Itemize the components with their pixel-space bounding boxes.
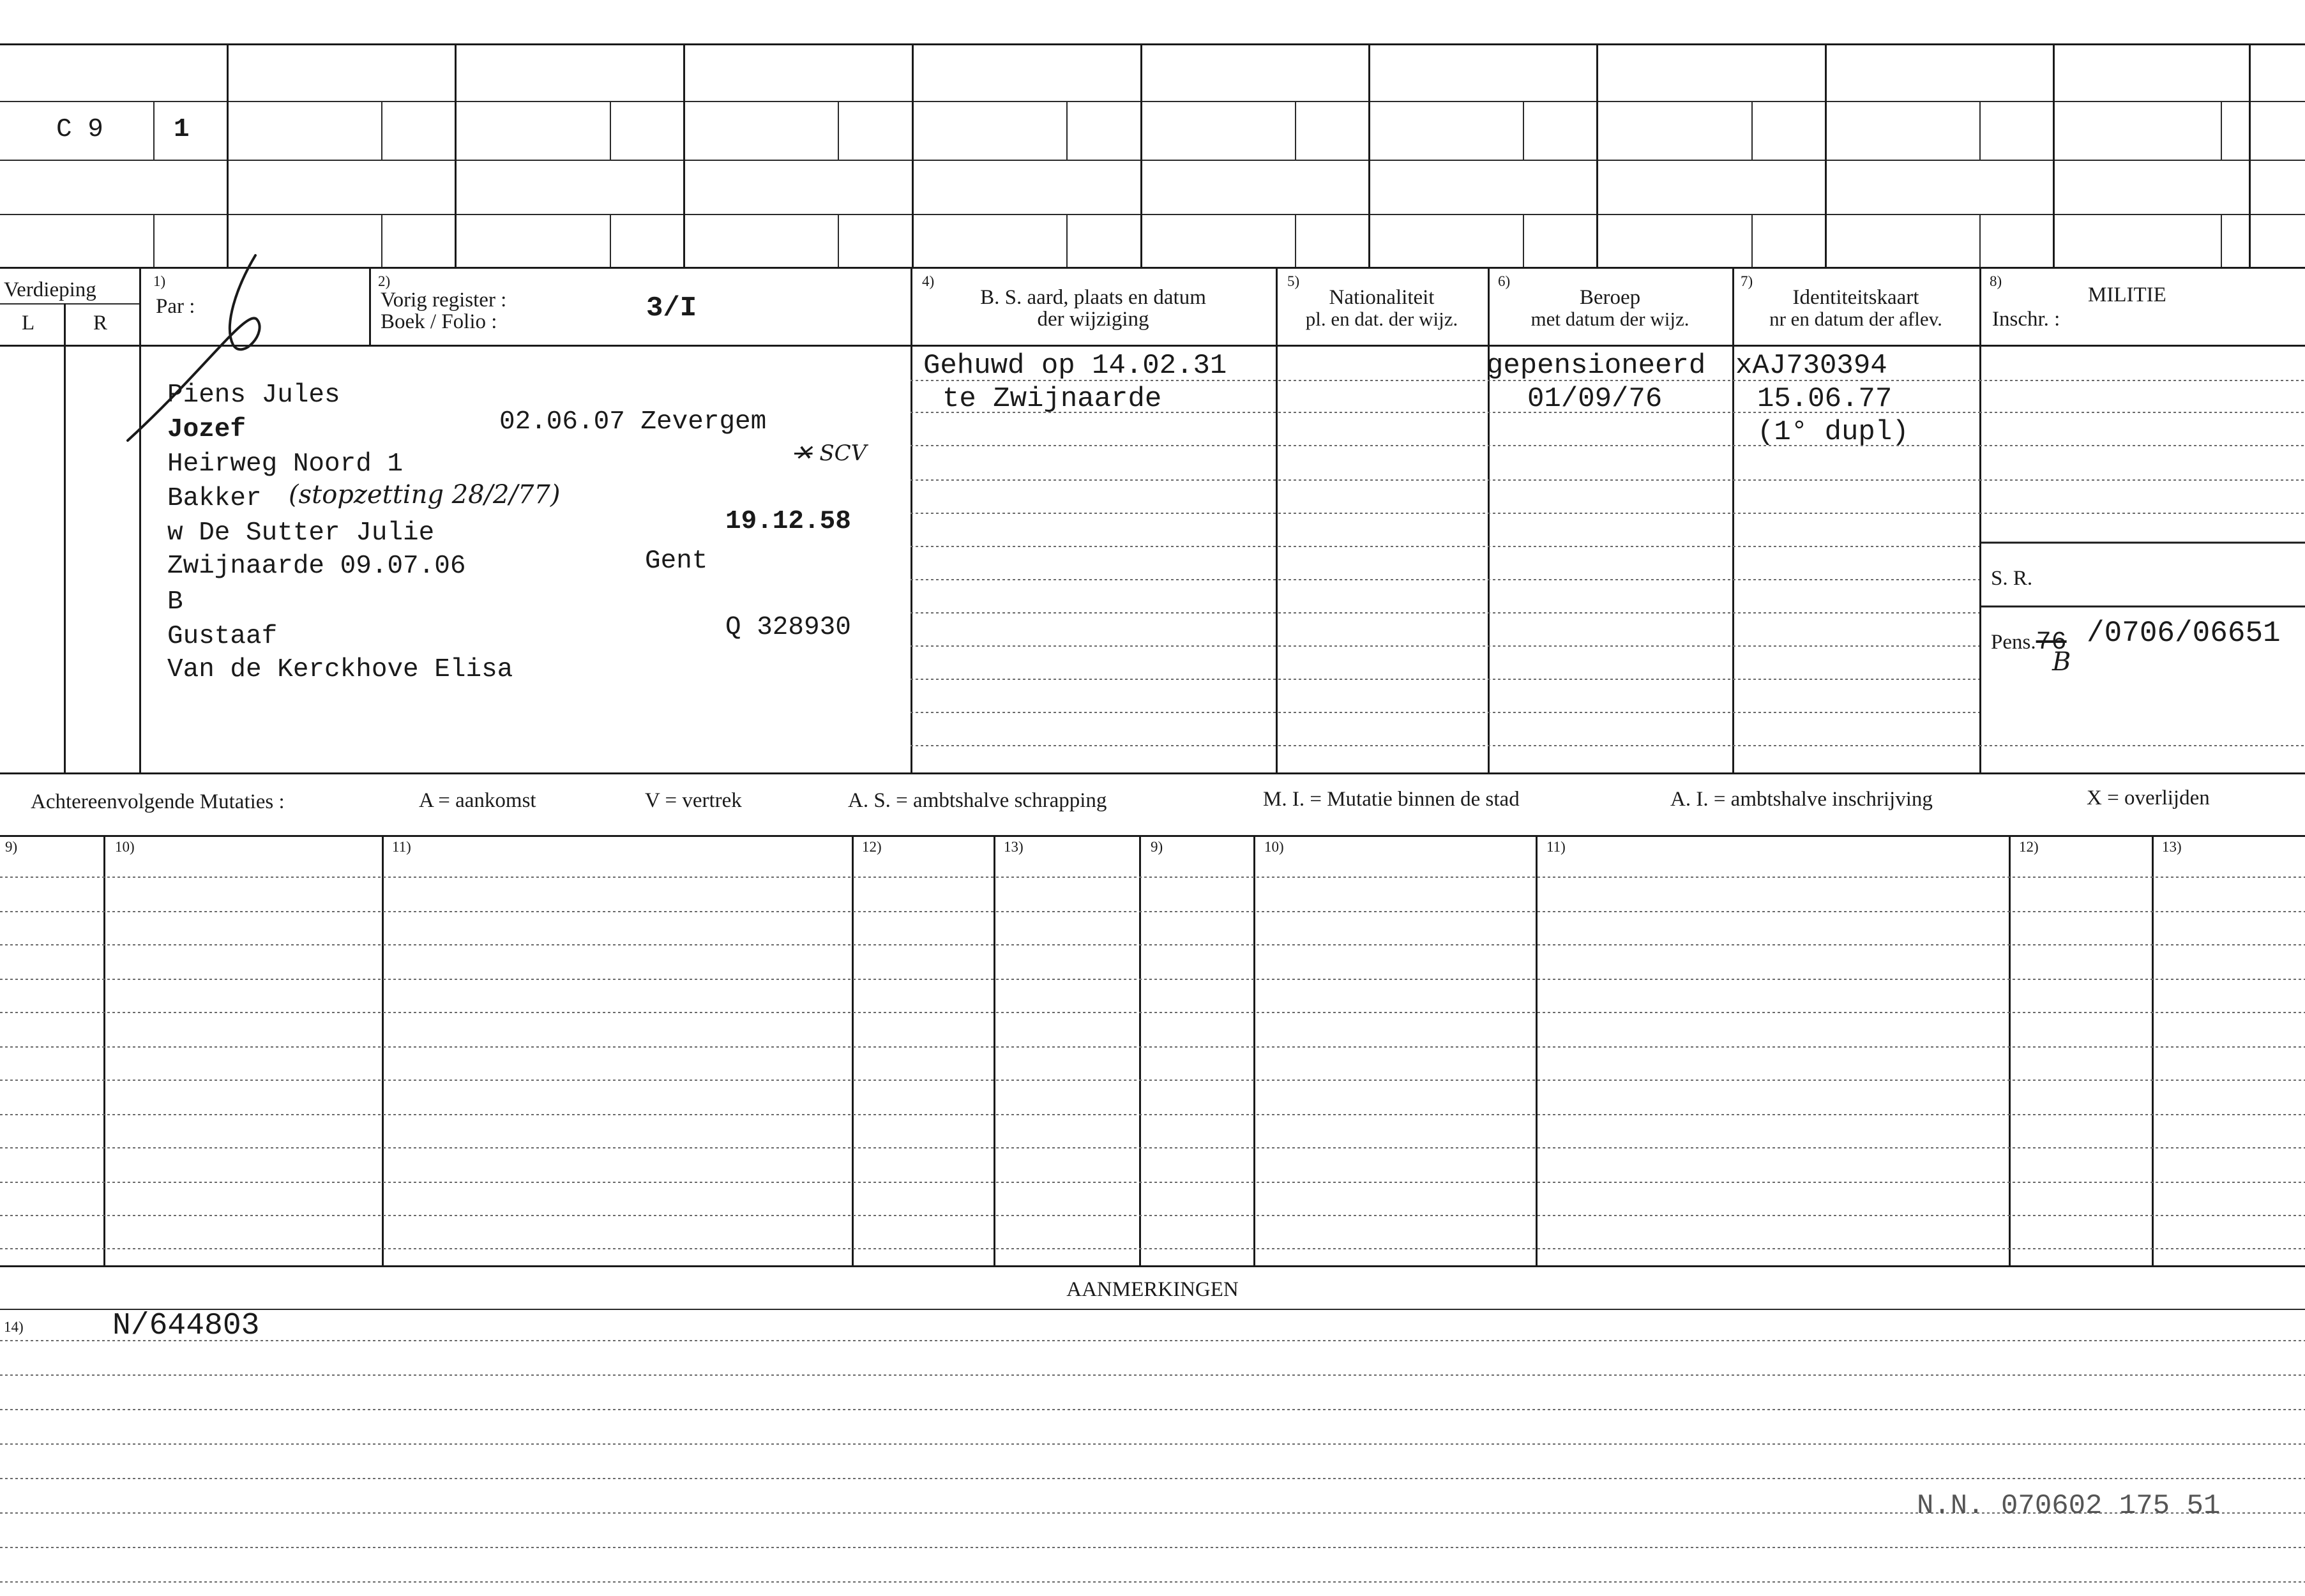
nationaliteit-header-line2: pl. en dat. der wijz. [1305, 308, 1458, 330]
occupation-note: (stopzetting 28/2/77) [289, 480, 561, 509]
aanmerkingen-title: AANMERKINGEN [1066, 1278, 1239, 1301]
pens-struck: 76 [2036, 628, 2067, 657]
bs-header-line1: B. S. aard, plaats en datum [980, 286, 1206, 309]
grid-line [1295, 101, 1296, 160]
code-q: Q 328930 [725, 613, 851, 642]
person-b: B [167, 587, 183, 617]
bs-header-line2: der wijziging [1037, 308, 1149, 331]
bs-entry: te Zwijnaarde [942, 383, 1162, 415]
grid-line [1066, 101, 1068, 160]
grid-line [1825, 43, 1827, 267]
marriage-date: 19.12.58 [725, 507, 851, 536]
person-address: Heirweg Noord 1 [167, 449, 404, 479]
scv-mark [794, 440, 866, 466]
beroep-header-line2: met datum der wijz. [1530, 308, 1689, 330]
aanmerkingen-number: 14) [4, 1319, 24, 1335]
par-number: 1) [153, 273, 166, 289]
grid-line [381, 214, 382, 267]
identiteitskaart-header-line2: nr en datum der aflev. [1769, 308, 1942, 330]
grid-line [0, 160, 2305, 161]
grid-line [2221, 214, 2222, 267]
bs-entry: Gehuwd op 14.02.31 [923, 350, 1227, 382]
grid-line [0, 214, 2305, 215]
person-name: Piens Jules [167, 380, 340, 410]
father-name: Gustaaf [167, 622, 278, 651]
mutaties-col-number: 10) [115, 839, 135, 855]
grid-line [1979, 101, 1981, 160]
person-occupation: Bakker [167, 484, 262, 513]
grid-line [1295, 214, 1296, 267]
mutaties-title: Achtereenvolgende Mutaties : [31, 790, 285, 813]
mutaties-col-number: 9) [5, 839, 18, 855]
militie-ruled-lines [1979, 345, 2305, 772]
spouse-city: Gent [645, 546, 708, 576]
vorig-register-number: 2) [378, 273, 391, 289]
grid-line [0, 267, 2305, 269]
verdieping-label: Verdieping [4, 278, 96, 301]
pens-value: /0706/06651 [2087, 617, 2281, 650]
grid-line [1596, 43, 1598, 267]
grid-line [2249, 43, 2251, 267]
legend-ai: A. I. = ambtshalve inschrijving [1670, 788, 1933, 811]
sr-label: S. R. [1991, 567, 2033, 590]
militie-title: MILITIE [2088, 283, 2166, 306]
grid-line [838, 101, 839, 160]
militie-number: 8) [1990, 273, 2002, 289]
beroep-entry: gepensioneerd [1486, 350, 1706, 382]
grid-line [912, 43, 914, 267]
id-entry: (1° dupl) [1757, 416, 1909, 448]
legend-mi: M. I. = Mutatie binnen de stad [1263, 788, 1520, 811]
legend-v: V = vertrek [645, 789, 742, 812]
grid-line [1751, 101, 1753, 160]
pens-label-text: Pens. [1991, 631, 2036, 654]
mutaties-col-number: 13) [2162, 839, 2182, 855]
nationaliteit-header-line1: Nationaliteit [1329, 286, 1435, 309]
legend-x: X = overlijden [2087, 787, 2210, 809]
par-label: Par : [156, 295, 195, 318]
id-entry: xAJ730394 [1735, 350, 1887, 382]
mutaties-col-number: 9) [1151, 839, 1163, 855]
mutaties-col-number: 12) [862, 839, 882, 855]
mutaties-col-number: 10) [1264, 839, 1284, 855]
scv-text: SCV [819, 440, 867, 466]
mutaties-col-number: 11) [392, 839, 411, 855]
grid-line [683, 43, 685, 267]
grid-line [381, 101, 382, 160]
register-number: 1 [174, 115, 190, 144]
grid-line [1523, 214, 1524, 267]
person-birth: 02.06.07 Zevergem [499, 407, 767, 437]
grid-line [838, 214, 839, 267]
pens-below: B [2052, 647, 2071, 677]
grid-line [0, 1265, 2305, 1267]
bs-number: 4) [922, 273, 935, 289]
beroep-header-line1: Beroep [1579, 286, 1641, 309]
grid-line [0, 43, 2305, 45]
grid-line [227, 43, 229, 267]
mutaties-col-number: 12) [2019, 839, 2039, 855]
mutaties-col-number: 11) [1546, 839, 1566, 855]
legend-a: A = aankomst [419, 789, 536, 812]
verdieping-left: L [22, 312, 35, 335]
grid-line [1751, 214, 1753, 267]
beroep-number: 6) [1498, 273, 1511, 289]
grid-line [1066, 214, 1068, 267]
person-firstname: Jozef [167, 415, 246, 444]
national-number: N.N. 070602 175 51 [1917, 1490, 2221, 1522]
spouse-birth: Zwijnaarde 09.07.06 [167, 552, 466, 581]
grid-line [2053, 43, 2055, 267]
vorig-register-value: 3/I [646, 292, 697, 324]
grid-line [2221, 101, 2222, 160]
grid-line [455, 43, 457, 267]
aanmerkingen-ruled-lines [0, 1309, 2305, 1596]
grid-line [0, 772, 2305, 774]
nationaliteit-number: 5) [1287, 273, 1300, 289]
grid-line [1140, 43, 1142, 267]
strike-mark: ✕ [794, 440, 813, 466]
grid-line [0, 101, 2305, 102]
grid-line [610, 101, 611, 160]
boek-folio-label: Boek / Folio : [381, 310, 497, 333]
mutaties-col-number: 13) [1004, 839, 1024, 855]
grid-line [369, 267, 371, 345]
id-entry: 15.06.77 [1757, 383, 1893, 415]
inschr-label: Inschr. : [1992, 308, 2060, 331]
grid-line [610, 214, 611, 267]
grid-line [153, 101, 155, 160]
grid-line [1368, 43, 1370, 267]
spouse-name: w De Sutter Julie [167, 518, 435, 548]
verdieping-right: R [93, 312, 108, 335]
grid-line [1523, 101, 1524, 160]
beroep-entry: 01/09/76 [1527, 383, 1663, 415]
register-code: C 9 [56, 115, 103, 144]
legend-as: A. S. = ambtshalve schrapping [848, 789, 1107, 812]
aanmerkingen-entry: N/644803 [112, 1309, 260, 1343]
mother-name: Van de Kerckhove Elisa [167, 655, 513, 684]
identiteitskaart-number: 7) [1741, 273, 1753, 289]
vorig-register-label: Vorig register : [381, 289, 507, 312]
mutaties-ruled-lines [0, 835, 2305, 1265]
identiteitskaart-header-line1: Identiteitskaart [1792, 286, 1919, 309]
grid-line [1979, 214, 1981, 267]
grid-line [64, 303, 66, 772]
